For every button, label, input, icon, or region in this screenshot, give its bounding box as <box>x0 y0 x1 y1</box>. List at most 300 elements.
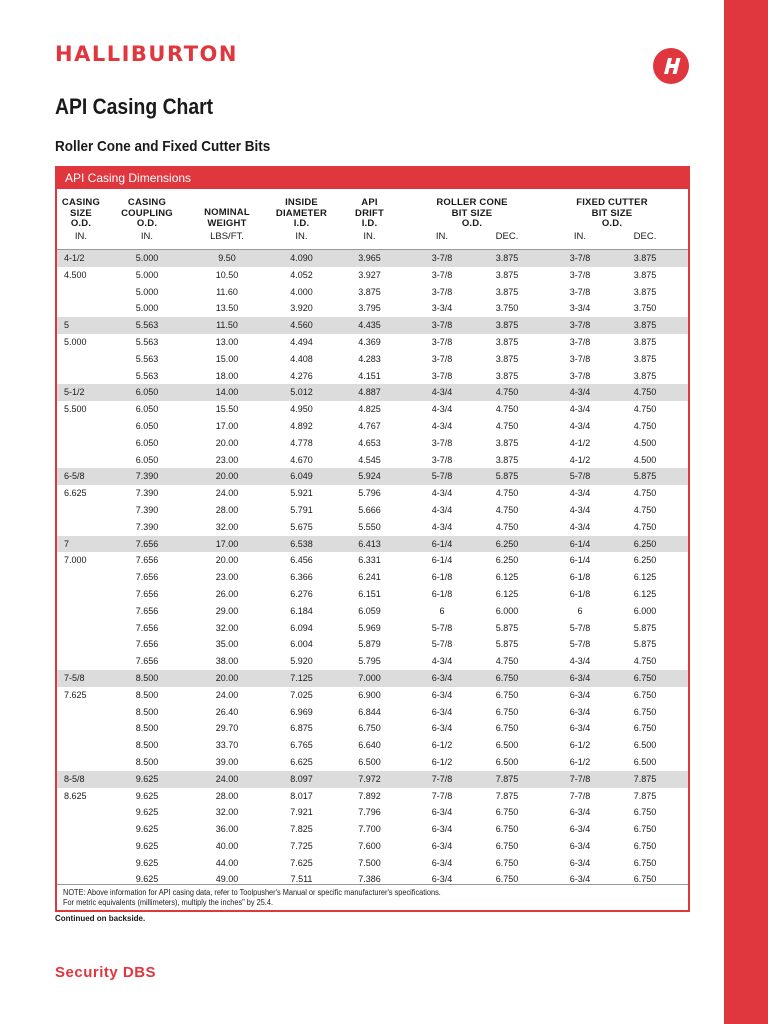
cell-roller-bit-in: 6-3/4 <box>431 874 453 885</box>
table-note <box>63 888 441 907</box>
cell-roller-bit-in: 3-7/8 <box>431 370 453 381</box>
table-row <box>57 653 688 670</box>
cell-roller-bit-dec: 3.875 <box>495 320 519 331</box>
cell-roller-bit-in: 3-7/8 <box>431 454 453 465</box>
cell-fixed-bit-in: 3-3/4 <box>569 303 591 314</box>
cell-fixed-bit-dec: 3.750 <box>633 303 657 314</box>
cell-nominal-weight: 32.00 <box>215 807 239 818</box>
cell-roller-bit-dec: 6.250 <box>495 555 519 566</box>
cell-roller-bit-in: 5-7/8 <box>431 622 453 633</box>
cell-fixed-bit-dec: 4.750 <box>633 504 657 515</box>
unit-fixed-in: IN. <box>573 231 587 242</box>
cell-api-drift: 5.666 <box>358 504 381 515</box>
cell-nominal-weight: 32.00 <box>215 521 239 532</box>
cell-coupling-od: 7.656 <box>135 622 159 633</box>
unit-roller-dec: DEC. <box>495 231 519 242</box>
cell-inside-diameter: 3.920 <box>290 303 313 314</box>
cell-fixed-bit-in: 6-3/4 <box>569 672 591 683</box>
cell-api-drift: 7.700 <box>358 824 381 835</box>
cell-coupling-od: 5.563 <box>135 336 159 347</box>
cell-inside-diameter: 4.000 <box>290 286 313 297</box>
cell-casing-size: 7-5/8 <box>64 672 85 683</box>
table-row <box>57 418 688 435</box>
cell-roller-bit-in: 7-7/8 <box>431 773 453 784</box>
cell-fixed-bit-dec: 5.875 <box>633 639 657 650</box>
cell-inside-diameter: 6.538 <box>290 538 313 549</box>
cell-roller-bit-in: 3-7/8 <box>431 253 453 263</box>
cell-coupling-od: 6.050 <box>135 387 159 398</box>
cell-fixed-bit-dec: 6.750 <box>633 723 657 734</box>
table-row <box>57 754 688 771</box>
cell-roller-bit-in: 6-1/2 <box>431 756 453 767</box>
cell-fixed-bit-dec: 3.875 <box>633 353 657 364</box>
unit-weight: LBS/FT. <box>210 231 244 242</box>
table-caption: API Casing Dimensions <box>65 171 192 185</box>
cell-inside-diameter: 5.921 <box>290 488 313 499</box>
table-row <box>57 267 688 284</box>
cell-roller-bit-dec: 4.750 <box>495 521 519 532</box>
cell-nominal-weight: 23.00 <box>215 572 239 583</box>
cell-casing-size: 6.625 <box>64 488 87 499</box>
cell-roller-bit-in: 3-7/8 <box>431 286 453 297</box>
table-row <box>57 284 688 301</box>
cell-roller-bit-in: 4-3/4 <box>431 656 453 667</box>
cell-fixed-bit-dec: 3.875 <box>633 320 657 331</box>
cell-roller-bit-dec: 6.125 <box>495 572 519 583</box>
cell-api-drift: 6.750 <box>358 723 381 734</box>
cell-fixed-bit-in: 5-7/8 <box>569 639 591 650</box>
cell-roller-bit-in: 6-3/4 <box>431 824 453 835</box>
cell-fixed-bit-in: 3-7/8 <box>569 320 591 331</box>
cell-fixed-bit-in: 6-3/4 <box>569 706 591 717</box>
cell-fixed-bit-dec: 6.125 <box>633 572 657 583</box>
cell-roller-bit-dec: 6.750 <box>495 824 519 835</box>
note-divider <box>57 884 688 885</box>
cell-fixed-bit-dec: 7.875 <box>633 790 657 801</box>
cell-roller-bit-dec: 3.875 <box>495 437 519 448</box>
cell-roller-bit-dec: 7.875 <box>495 790 519 801</box>
cell-fixed-bit-in: 6 <box>577 605 583 616</box>
table-row <box>57 401 688 418</box>
cell-inside-diameter: 4.276 <box>290 370 313 381</box>
note-line-2: For metric equivalents (millimeters), multiply the inches" by 25.4. <box>63 897 273 907</box>
unit-fixed-dec: DEC. <box>633 231 657 242</box>
cell-inside-diameter: 4.408 <box>290 353 313 364</box>
cell-api-drift: 7.972 <box>358 773 381 784</box>
cell-inside-diameter: 6.184 <box>290 605 313 616</box>
cell-fixed-bit-in: 3-7/8 <box>569 253 591 263</box>
cell-nominal-weight: 20.00 <box>215 437 239 448</box>
cell-fixed-bit-dec: 3.875 <box>633 253 657 263</box>
cell-inside-diameter: 7.921 <box>290 807 313 818</box>
cell-roller-bit-in: 6-1/4 <box>431 555 453 566</box>
cell-fixed-bit-in: 6-3/4 <box>569 824 591 835</box>
cell-coupling-od: 5.000 <box>135 253 159 263</box>
cell-coupling-od: 9.625 <box>135 840 159 851</box>
table-row <box>57 804 688 821</box>
cell-api-drift: 6.331 <box>358 555 381 566</box>
cell-nominal-weight: 26.40 <box>215 706 239 717</box>
unit-inside: IN. <box>295 231 308 242</box>
cell-coupling-od: 5.000 <box>135 269 159 280</box>
cell-fixed-bit-in: 7-7/8 <box>569 773 591 784</box>
table-caption-bar <box>57 168 688 189</box>
cell-nominal-weight: 15.50 <box>215 404 239 415</box>
cell-roller-bit-dec: 6.750 <box>495 689 519 700</box>
cell-fixed-bit-in: 4-3/4 <box>569 387 591 398</box>
cell-fixed-bit-in: 6-1/8 <box>569 572 591 583</box>
cell-api-drift: 3.875 <box>358 286 381 297</box>
cell-nominal-weight: 26.00 <box>215 588 239 599</box>
table-row <box>57 334 688 351</box>
cell-roller-bit-in: 5-7/8 <box>431 639 453 650</box>
cell-fixed-bit-in: 6-1/4 <box>569 538 591 549</box>
cell-roller-bit-dec: 7.875 <box>495 773 519 784</box>
cell-roller-bit-in: 6 <box>439 605 445 616</box>
cell-inside-diameter: 4.892 <box>290 420 313 431</box>
cell-api-drift: 4.283 <box>358 353 381 364</box>
cell-roller-bit-dec: 5.875 <box>495 622 519 633</box>
cell-casing-size: 8.625 <box>64 790 87 801</box>
cell-api-drift: 5.796 <box>358 488 381 499</box>
cell-api-drift: 5.550 <box>358 521 381 532</box>
cell-coupling-od: 6.050 <box>135 420 159 431</box>
cell-nominal-weight: 28.00 <box>215 504 239 515</box>
cell-casing-size: 7.625 <box>64 689 87 700</box>
cell-fixed-bit-dec: 3.875 <box>633 269 657 280</box>
cell-api-drift: 7.386 <box>358 874 381 885</box>
table-row <box>57 519 688 536</box>
table-row <box>57 502 688 519</box>
cell-fixed-bit-dec: 4.500 <box>633 437 657 448</box>
cell-fixed-bit-dec: 6.750 <box>633 824 657 835</box>
cell-roller-bit-dec: 6.750 <box>495 706 519 717</box>
cell-coupling-od: 7.656 <box>135 656 159 667</box>
cell-casing-size: 5 <box>64 320 70 331</box>
cell-fixed-bit-in: 6-3/4 <box>569 874 591 885</box>
cell-fixed-bit-dec: 4.750 <box>633 521 657 532</box>
footer-brand: Security DBS <box>55 964 157 981</box>
cell-coupling-od: 6.050 <box>135 404 159 415</box>
header-fixed-cutter: FIXED CUTTER BIT SIZE O.D. <box>576 197 648 229</box>
table-row <box>57 317 688 334</box>
cell-fixed-bit-in: 3-7/8 <box>569 353 591 364</box>
cell-fixed-bit-in: 4-3/4 <box>569 404 591 415</box>
cell-roller-bit-dec: 6.500 <box>495 740 519 751</box>
cell-fixed-bit-in: 6-1/8 <box>569 588 591 599</box>
cell-coupling-od: 7.656 <box>135 538 159 549</box>
cell-fixed-bit-in: 7-7/8 <box>569 790 591 801</box>
cell-nominal-weight: 36.00 <box>215 824 239 835</box>
cell-nominal-weight: 20.00 <box>215 672 239 683</box>
cell-fixed-bit-dec: 6.000 <box>633 605 657 616</box>
cell-fixed-bit-dec: 6.500 <box>633 740 657 751</box>
cell-casing-size: 7.000 <box>64 555 87 566</box>
cell-fixed-bit-dec: 6.750 <box>633 689 657 700</box>
cell-coupling-od: 7.656 <box>135 572 159 583</box>
cell-nominal-weight: 40.00 <box>215 840 239 851</box>
continued-note: Continued on backside. <box>55 914 146 923</box>
cell-coupling-od: 9.625 <box>135 773 159 784</box>
cell-api-drift: 7.600 <box>358 840 381 851</box>
halliburton-h-logo-icon <box>653 48 689 84</box>
cell-roller-bit-in: 3-3/4 <box>431 303 453 314</box>
table-row <box>57 485 688 502</box>
cell-nominal-weight: 20.00 <box>215 471 239 482</box>
cell-casing-size: 7 <box>64 538 70 549</box>
cell-api-drift: 6.640 <box>358 740 381 751</box>
header-api-drift: API DRIFT I.D. <box>355 197 384 229</box>
cell-fixed-bit-in: 3-7/8 <box>569 336 591 347</box>
cell-inside-diameter: 8.097 <box>290 773 313 784</box>
cell-fixed-bit-in: 5-7/8 <box>569 471 591 482</box>
cell-roller-bit-dec: 3.875 <box>495 286 519 297</box>
cell-casing-size: 5.000 <box>64 336 87 347</box>
brand-wordmark: HALLIBURTON <box>55 42 238 66</box>
cell-nominal-weight: 18.00 <box>215 370 239 381</box>
cell-fixed-bit-dec: 4.750 <box>633 404 657 415</box>
page-title: API Casing Chart <box>55 94 214 119</box>
cell-api-drift: 4.545 <box>358 454 381 465</box>
cell-nominal-weight: 44.00 <box>215 857 239 868</box>
cell-api-drift: 3.795 <box>358 303 381 314</box>
cell-inside-diameter: 7.025 <box>290 689 313 700</box>
cell-roller-bit-in: 3-7/8 <box>431 320 453 331</box>
table-row <box>57 351 688 368</box>
cell-roller-bit-dec: 4.750 <box>495 656 519 667</box>
cell-roller-bit-dec: 6.500 <box>495 756 519 767</box>
cell-roller-bit-dec: 6.750 <box>495 672 519 683</box>
cell-inside-diameter: 6.765 <box>290 740 313 751</box>
cell-coupling-od: 5.563 <box>135 353 159 364</box>
table-row <box>57 300 688 317</box>
cell-api-drift: 3.927 <box>358 269 381 280</box>
cell-fixed-bit-dec: 6.750 <box>633 874 657 885</box>
cell-coupling-od: 8.500 <box>135 689 159 700</box>
cell-fixed-bit-dec: 6.750 <box>633 706 657 717</box>
cell-inside-diameter: 5.920 <box>290 656 313 667</box>
cell-coupling-od: 7.390 <box>135 488 159 499</box>
cell-fixed-bit-dec: 6.750 <box>633 840 657 851</box>
table-row <box>57 552 688 569</box>
cell-api-drift: 6.413 <box>358 538 381 549</box>
table-row <box>57 435 688 452</box>
cell-inside-diameter: 4.052 <box>290 269 313 280</box>
unit-coupling: IN. <box>140 231 154 242</box>
cell-inside-diameter: 6.094 <box>290 622 313 633</box>
cell-api-drift: 4.151 <box>358 370 381 381</box>
cell-casing-size: 4-1/2 <box>64 253 85 263</box>
cell-inside-diameter: 6.456 <box>290 555 313 566</box>
cell-roller-bit-dec: 3.750 <box>495 303 519 314</box>
cell-nominal-weight: 24.00 <box>215 773 239 784</box>
cell-roller-bit-in: 3-7/8 <box>431 336 453 347</box>
cell-coupling-od: 5.000 <box>135 286 159 297</box>
cell-inside-diameter: 5.012 <box>290 387 313 398</box>
cell-api-drift: 4.887 <box>358 387 381 398</box>
cell-fixed-bit-in: 6-3/4 <box>569 689 591 700</box>
cell-inside-diameter: 6.276 <box>290 588 313 599</box>
cell-fixed-bit-in: 6-3/4 <box>569 723 591 734</box>
cell-nominal-weight: 29.00 <box>215 605 239 616</box>
unit-size: IN. <box>74 231 88 242</box>
cell-coupling-od: 7.656 <box>135 588 159 599</box>
cell-coupling-od: 8.500 <box>135 723 159 734</box>
table-row <box>57 704 688 721</box>
cell-fixed-bit-dec: 3.875 <box>633 336 657 347</box>
cell-nominal-weight: 29.70 <box>215 723 239 734</box>
cell-coupling-od: 5.563 <box>135 370 159 381</box>
cell-roller-bit-dec: 6.125 <box>495 588 519 599</box>
table-row <box>57 855 688 872</box>
cell-fixed-bit-in: 4-1/2 <box>569 454 591 465</box>
cell-casing-size: 5.500 <box>64 404 87 415</box>
cell-coupling-od: 8.500 <box>135 740 159 751</box>
cell-inside-diameter: 4.494 <box>290 336 313 347</box>
cell-nominal-weight: 28.00 <box>215 790 239 801</box>
cell-fixed-bit-dec: 6.750 <box>633 857 657 868</box>
cell-fixed-bit-dec: 4.750 <box>633 656 657 667</box>
cell-roller-bit-in: 6-1/8 <box>431 588 453 599</box>
cell-nominal-weight: 20.00 <box>215 555 239 566</box>
cell-api-drift: 5.795 <box>358 656 381 667</box>
cell-roller-bit-in: 3-7/8 <box>431 269 453 280</box>
cell-fixed-bit-in: 3-7/8 <box>569 286 591 297</box>
cell-coupling-od: 5.563 <box>135 320 159 331</box>
cell-fixed-bit-in: 6-1/4 <box>569 555 591 566</box>
cell-fixed-bit-in: 4-1/2 <box>569 437 591 448</box>
cell-fixed-bit-dec: 5.875 <box>633 471 657 482</box>
cell-roller-bit-in: 6-3/4 <box>431 706 453 717</box>
cell-roller-bit-dec: 6.750 <box>495 857 519 868</box>
table-row <box>57 720 688 737</box>
cell-casing-size: 6-5/8 <box>64 471 85 482</box>
cell-roller-bit-in: 6-1/8 <box>431 572 453 583</box>
cell-api-drift: 5.969 <box>358 622 381 633</box>
cell-roller-bit-in: 3-7/8 <box>431 437 453 448</box>
cell-roller-bit-in: 4-3/4 <box>431 387 453 398</box>
cell-nominal-weight: 33.70 <box>215 740 239 751</box>
cell-roller-bit-dec: 4.750 <box>495 387 519 398</box>
cell-fixed-bit-dec: 5.875 <box>633 622 657 633</box>
cell-roller-bit-dec: 3.875 <box>495 370 519 381</box>
cell-fixed-bit-dec: 4.500 <box>633 454 657 465</box>
cell-api-drift: 6.844 <box>358 706 381 717</box>
cell-fixed-bit-in: 6-3/4 <box>569 840 591 851</box>
table-row <box>57 636 688 653</box>
cell-coupling-od: 9.625 <box>135 807 159 818</box>
cell-coupling-od: 9.625 <box>135 790 159 801</box>
cell-api-drift: 7.500 <box>358 857 381 868</box>
table-body <box>57 250 688 888</box>
cell-coupling-od: 6.050 <box>135 437 159 448</box>
cell-inside-diameter: 6.366 <box>290 572 313 583</box>
cell-roller-bit-dec: 6.750 <box>495 874 519 885</box>
cell-coupling-od: 7.656 <box>135 555 159 566</box>
cell-fixed-bit-dec: 6.500 <box>633 756 657 767</box>
cell-coupling-od: 7.390 <box>135 471 159 482</box>
cell-coupling-od: 8.500 <box>135 756 159 767</box>
cell-fixed-bit-in: 3-7/8 <box>569 269 591 280</box>
cell-roller-bit-dec: 4.750 <box>495 488 519 499</box>
table-row <box>57 821 688 838</box>
cell-api-drift: 5.879 <box>358 639 381 650</box>
cell-api-drift: 6.151 <box>358 588 381 599</box>
cell-inside-diameter: 8.017 <box>290 790 313 801</box>
cell-nominal-weight: 49.00 <box>215 874 239 885</box>
cell-inside-diameter: 4.670 <box>290 454 313 465</box>
cell-inside-diameter: 7.511 <box>290 874 313 885</box>
header-casing-size: CASING SIZE O.D. <box>61 197 101 229</box>
cell-api-drift: 4.767 <box>358 420 381 431</box>
cell-nominal-weight: 24.00 <box>215 689 239 700</box>
cell-roller-bit-dec: 4.750 <box>495 504 519 515</box>
cell-api-drift: 3.965 <box>358 253 381 263</box>
cell-roller-bit-in: 3-7/8 <box>431 353 453 364</box>
table-row <box>57 569 688 586</box>
cell-fixed-bit-dec: 4.750 <box>633 420 657 431</box>
cell-coupling-od: 6.050 <box>135 454 159 465</box>
cell-inside-diameter: 4.560 <box>290 320 313 331</box>
casing-table <box>55 166 690 912</box>
page-subtitle: Roller Cone and Fixed Cutter Bits <box>55 138 271 155</box>
header-inside-diameter: INSIDE DIAMETER I.D. <box>275 197 328 229</box>
cell-roller-bit-in: 5-7/8 <box>431 471 453 482</box>
cell-nominal-weight: 17.00 <box>215 538 239 549</box>
table-row <box>57 871 688 888</box>
table-row <box>57 670 688 687</box>
cell-fixed-bit-dec: 3.875 <box>633 370 657 381</box>
cell-inside-diameter: 4.778 <box>290 437 313 448</box>
cell-fixed-bit-in: 5-7/8 <box>569 622 591 633</box>
cell-casing-size: 8-5/8 <box>64 773 85 784</box>
cell-fixed-bit-in: 6-1/2 <box>569 740 591 751</box>
cell-fixed-bit-dec: 6.250 <box>633 555 657 566</box>
unit-roller-in: IN. <box>435 231 449 242</box>
cell-coupling-od: 7.390 <box>135 521 159 532</box>
cell-inside-diameter: 7.125 <box>290 672 313 683</box>
cell-roller-bit-dec: 3.875 <box>495 454 519 465</box>
table-row <box>57 737 688 754</box>
cell-inside-diameter: 6.625 <box>290 756 313 767</box>
cell-api-drift: 6.059 <box>358 605 381 616</box>
cell-inside-diameter: 7.625 <box>290 857 313 868</box>
cell-inside-diameter: 4.090 <box>290 253 313 263</box>
cell-fixed-bit-dec: 3.875 <box>633 286 657 297</box>
cell-roller-bit-in: 6-3/4 <box>431 857 453 868</box>
cell-fixed-bit-in: 4-3/4 <box>569 488 591 499</box>
cell-nominal-weight: 24.00 <box>215 488 239 499</box>
cell-inside-diameter: 6.875 <box>290 723 313 734</box>
cell-roller-bit-dec: 3.875 <box>495 269 519 280</box>
header-roller-cone: ROLLER CONE BIT SIZE O.D. <box>436 197 508 229</box>
table-row <box>57 687 688 704</box>
cell-roller-bit-in: 6-3/4 <box>431 689 453 700</box>
cell-fixed-bit-dec: 6.125 <box>633 588 657 599</box>
cell-nominal-weight: 11.60 <box>216 286 238 297</box>
cell-nominal-weight: 38.00 <box>215 656 239 667</box>
table-row <box>57 838 688 855</box>
cell-fixed-bit-dec: 4.750 <box>633 488 657 499</box>
table-row <box>57 603 688 620</box>
cell-nominal-weight: 13.00 <box>215 336 239 347</box>
cell-fixed-bit-in: 4-3/4 <box>569 656 591 667</box>
cell-casing-size: 5-1/2 <box>64 387 85 398</box>
cell-fixed-bit-in: 4-3/4 <box>569 521 591 532</box>
cell-coupling-od: 5.000 <box>135 303 159 314</box>
cell-coupling-od: 7.390 <box>135 504 159 515</box>
cell-inside-diameter: 5.791 <box>290 504 313 515</box>
